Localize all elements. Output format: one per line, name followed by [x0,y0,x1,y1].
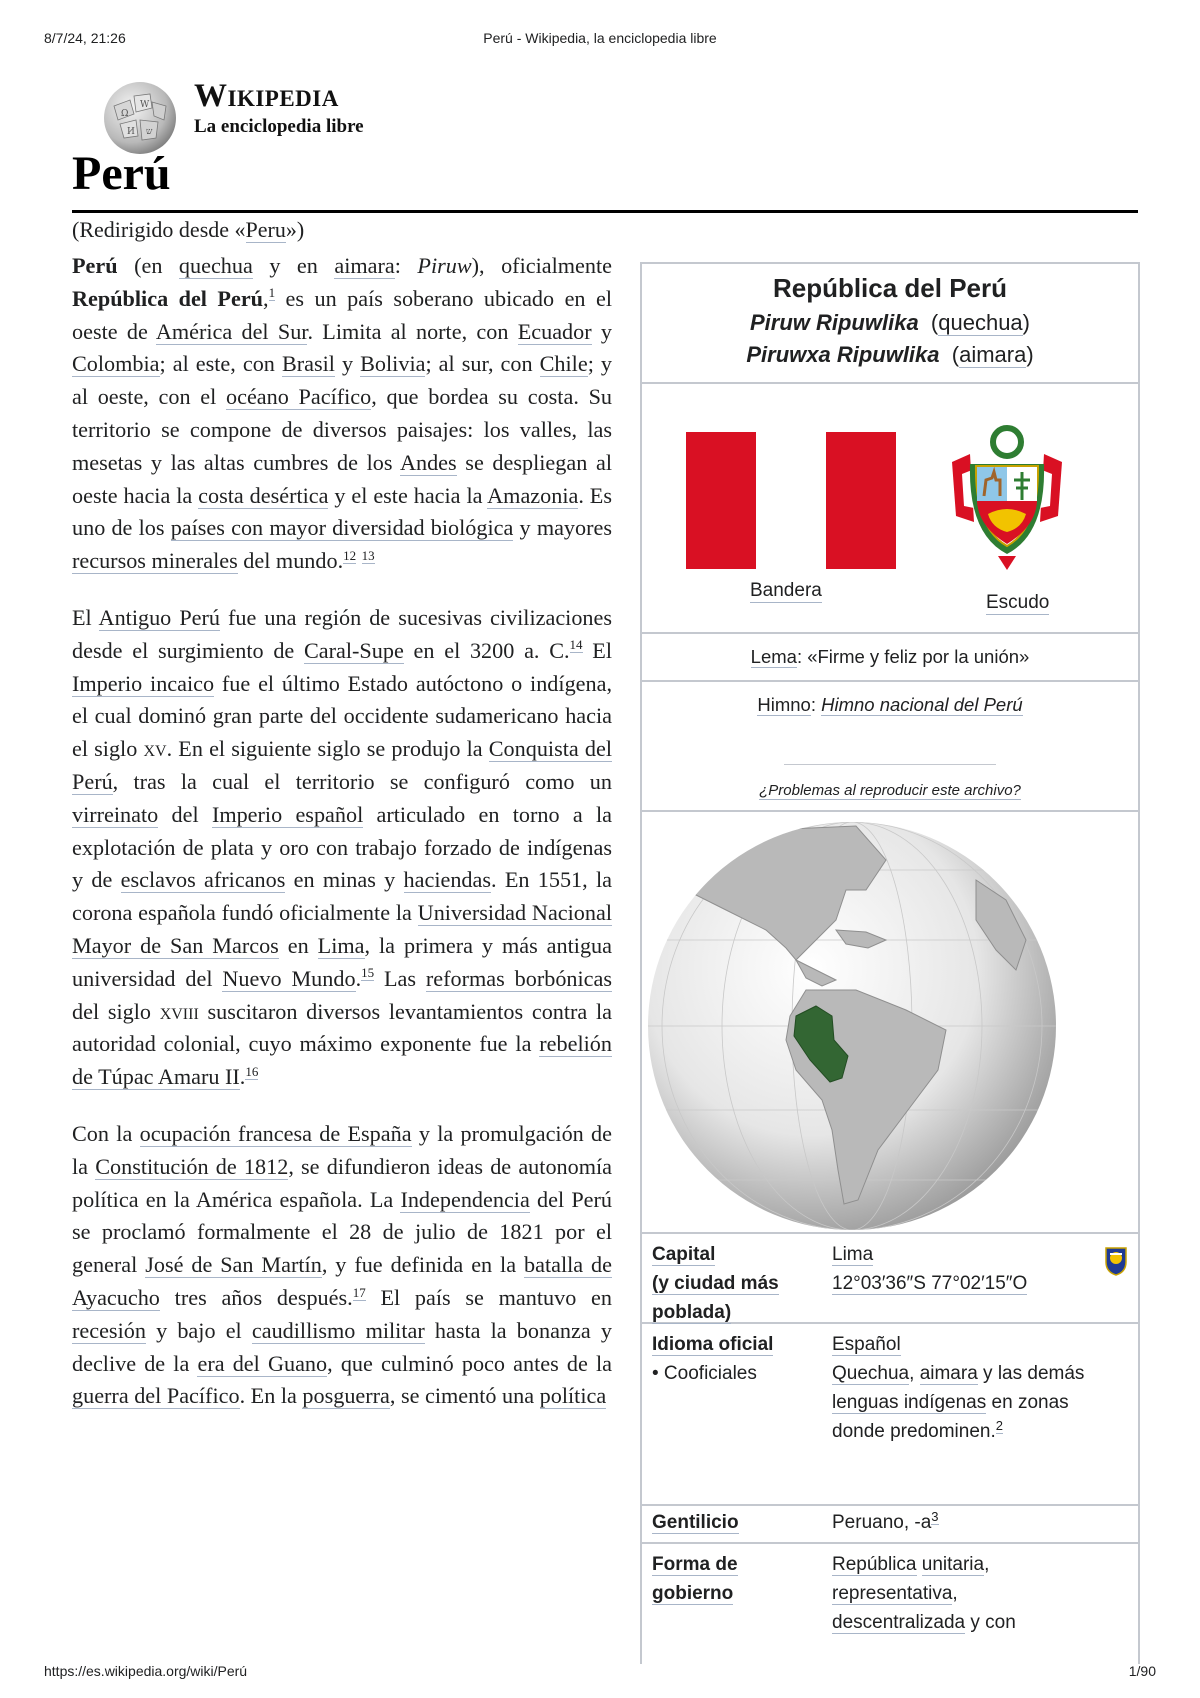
lima-coat-of-arms-icon[interactable] [1100,1244,1132,1276]
demonym-label[interactable]: Gentilicio [652,1512,739,1533]
link[interactable]: política [539,1383,607,1409]
print-url: https://es.wikipedia.org/wiki/Perú [44,1663,248,1679]
link-aimara[interactable]: aimara [959,342,1027,367]
cooficiales-label: • Cooficiales [652,1363,757,1384]
link[interactable]: lenguas indígenas [832,1392,987,1413]
citation[interactable]: 17 [352,1284,366,1300]
peru-flag-image[interactable] [686,432,896,569]
wikipedia-globe-icon[interactable] [100,76,180,156]
link[interactable]: esclavos africanos [120,867,286,893]
link[interactable]: países con mayor diversidad biológica [170,515,514,541]
link[interactable]: unitaria [921,1554,985,1575]
link[interactable]: José de San Martín [145,1252,322,1278]
svg-text:И: И [127,127,135,137]
citation[interactable]: 16 [245,1063,259,1079]
link[interactable]: quechua [178,253,253,278]
redirect-link[interactable]: Peru [245,217,286,242]
demonym-value: Peruano, $-a^3$ [832,1508,939,1533]
infobox-title: República del Perú [772,273,1008,303]
link[interactable]: Chile [539,351,588,377]
link[interactable]: aimara [919,1363,978,1384]
link[interactable]: Conquista del Perú [72,736,612,794]
print-page-number: 1/90 [1128,1663,1156,1679]
language-value: Español Quechua, aimara y las demás lenguas indígenas en zonas donde predominen.$^2$ [832,1334,1085,1442]
wikipedia-wordmark[interactable]: Wikipedia [194,78,339,114]
link[interactable]: Imperio español [211,801,364,827]
article-body [72,250,612,1437]
redirect-note: (Redirigido desde «Peru») [72,217,305,242]
link[interactable]: virreinato [72,801,159,827]
demonym-row [642,1506,1138,1544]
government-label: Forma de gobierno [652,1554,738,1604]
motto-label[interactable]: Lema [750,646,797,667]
svg-text:Ω: Ω [121,109,129,119]
location-map [642,812,1138,1234]
citation[interactable]: 13 [361,547,375,563]
language-row [642,1324,1138,1506]
capital-label: Capital (y ciudad más poblada) [652,1244,779,1323]
link-quechua[interactable]: quechua [938,310,1023,335]
infobox-symbols [642,384,1138,634]
link[interactable]: representativa [832,1583,953,1604]
capital-link[interactable]: Lima [832,1244,874,1265]
link[interactable]: Colombia [72,351,160,377]
link[interactable]: era del Guano [197,1350,328,1376]
link[interactable]: Antiguo Perú [98,604,220,630]
anthem-row: Himno: Himno nacional del Perú ¿Problemas al reproducir este archivo? [642,682,1138,812]
orthographic-map-image[interactable] [646,820,1058,1232]
capital-value [832,1240,1092,1298]
link[interactable]: Bolivia [360,351,426,377]
motto-value: «Firme y feliz por la unión» [807,646,1030,667]
infobox-header [642,264,1138,384]
flag-caption[interactable]: Bandera [750,580,822,601]
citation[interactable]: 2 [995,1417,1003,1433]
link[interactable]: Caral-Supe [304,637,404,663]
page-title: Perú [72,147,171,200]
motto-row: Lema: «Firme y feliz por la unión» [642,634,1138,682]
link[interactable]: Andes [399,449,457,475]
name-quechua-line: Piruw Ripuwlika (quechua) [749,310,1030,335]
capital-row [642,1234,1138,1324]
link[interactable]: Ecuador [517,318,592,344]
link[interactable]: Imperio incaico [72,670,215,696]
link[interactable]: reformas borbónicas [425,965,613,991]
title-divider [72,210,1138,213]
citation[interactable]: 14 [569,637,583,653]
name-aimara-line: Piruwxa Ripuwlika (aimara) [746,342,1034,367]
link[interactable]: Constitución de 1812 [95,1153,289,1179]
link[interactable]: costa desértica [198,482,329,508]
svg-text:ש: ש [146,127,153,137]
link[interactable]: aimara [334,253,395,278]
link[interactable]: Nuevo Mundo [222,965,356,991]
citation[interactable]: 15 [361,965,375,981]
coat-caption[interactable]: Escudo [986,592,1050,613]
government-value: República unitaria, representativa, descentralizada y con [832,1554,1016,1633]
playback-problems-link[interactable]: ¿Problemas al reproducir este archivo? [759,782,1021,799]
citation[interactable]: 3 [931,1508,939,1524]
citation[interactable]: 12 [343,547,357,563]
paragraph: El Antiguo Perú fue una región de sucesivas civilizaciones desde el surgimiento de Caral-Supe en el 3200 a. C.$^{14}$ El Imperio incaico fue el último Estado autóctono o indígena, el cual dominó gran parte del occidente sudamericano hacia el siglo xv. En el siguiente siglo se produjo la Conquista del Perú, tras la cual el territorio se configuró como un virreinato del Imperio español articulado en torno a la explotación de plata y oro con trabajo forzado de indígenas y de esclavos africanos en minas y haciendas. En 1551, la corona española fundó oficialmente la Universidad Nacional Mayor de San Marcos en Lima, la primera y más antigua universidad del Nuevo Mundo.$^{15}$ Las reformas borbónicas del siglo xviii suscitaron diversos levantamientos contra la autoridad colonial, cuyo máximo exponente fue la rebelión de Túpac Amaru II.$^{16}$ [72,604,613,1090]
paragraph: Perú (en quechua y en aimara: Piruw), oficialmente República del Perú,$^1$ es un país soberano ubicado en el oeste de América del Sur. Limita al norte, con Ecuador y Colombia; al este, con Brasil y Bolivia; al sur, con Chile; y al oeste, con el océano Pacífico, que bordea su costa. Su territorio se compone de diversos paisajes: los valles, las mesetas y las altas cumbres de los Andes se despliegan al oeste hacia la costa desértica y el este hacia la Amazonia. Es uno de los países con mayor diversidad biológica y mayores recursos minerales del mundo.$^{12}$ $^{13}$ [72,253,613,574]
link[interactable]: Lima [317,932,365,958]
link[interactable]: guerra del Pacífico [72,1383,240,1409]
link[interactable]: batalla de Ayacucho [72,1252,612,1310]
svg-text:W: W [140,100,150,110]
language-label: Idioma oficial • Cooficiales [652,1334,774,1384]
link[interactable]: rebelión de Túpac Amaru II [72,1031,612,1090]
print-footer [44,1663,1156,1683]
capital-coordinates[interactable]: 12°03′36″S 77°02′15″O [832,1273,1028,1294]
link[interactable]: Universidad Nacional Mayor de San Marcos [72,900,613,958]
link[interactable]: Amazonia [487,482,579,508]
link[interactable]: ocupación francesa de España [139,1120,412,1146]
citation[interactable]: 1 [268,285,276,301]
name-aimara: Piruwxa Ripuwlika [746,342,940,367]
link[interactable]: Quechua [832,1363,910,1384]
link[interactable]: haciendas [403,867,492,893]
name-quechua: Piruw Ripuwlika [749,310,919,335]
wikipedia-tagline: La enciclopedia libre [194,116,364,137]
print-header [44,30,1156,50]
link[interactable]: descentralizada [832,1612,966,1633]
infobox [640,262,1140,1664]
coat-of-arms-image[interactable] [948,424,1066,572]
audio-player-divider [784,764,996,765]
print-date: 8/7/24, 21:26 [44,30,126,46]
infobox-data [642,1234,1138,1694]
link[interactable]: Brasil [281,351,335,377]
link[interactable]: recesión [72,1317,146,1343]
link[interactable]: caudillismo militar [251,1317,425,1343]
spanish-link[interactable]: Español [832,1334,901,1355]
print-title: Perú - Wikipedia, la enciclopedia libre [483,30,717,46]
paragraph: Con la ocupación francesa de España y la promulgación de la Constitución de 1812, se difundieron ideas de autonomía política en la América española. La Independencia del Perú se proclamó formalmente el 28 de julio de 1821 por el general José de San Martín, y fue definida en la batalla de Ayacucho tres años después.$^{17}$ El país se mantuvo en recesión y bajo el caudillismo militar hasta la bonanza y declive de la era del Guano, que culminó poco antes de la guerra del Pacífico. En la posguerra, se cimentó una política [72,1120,613,1409]
anthem-link[interactable]: Himno nacional del Perú [821,694,1023,715]
anthem-label[interactable]: Himno [757,694,811,715]
link[interactable]: República [832,1554,917,1575]
link[interactable]: recursos minerales [72,548,238,574]
link[interactable]: posguerra [302,1383,390,1409]
link[interactable]: océano Pacífico [226,384,372,410]
link[interactable]: América del Sur [155,318,308,344]
link[interactable]: Independencia [400,1186,530,1212]
